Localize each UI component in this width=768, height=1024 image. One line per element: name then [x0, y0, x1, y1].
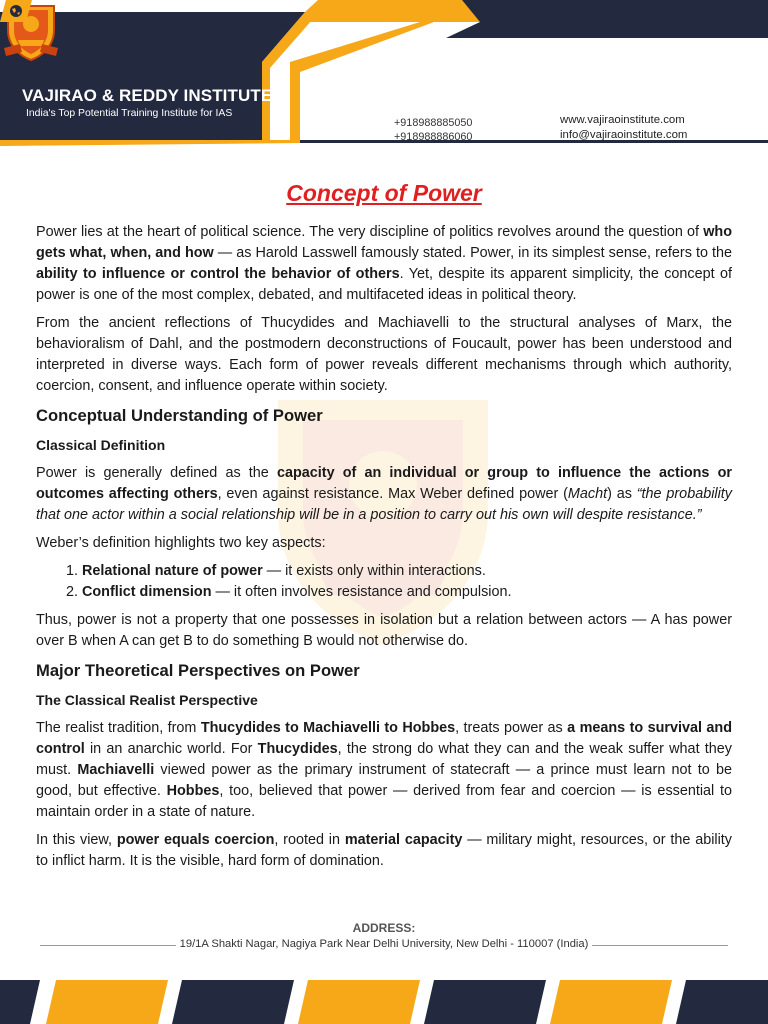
section-heading: Major Theoretical Perspectives on Power [36, 661, 360, 680]
weber-intro: Weber’s definition highlights two key aspects: [36, 535, 326, 551]
contact-web [560, 113, 687, 143]
address-label: ADDRESS: [352, 921, 416, 935]
intro-paragraph-1: Power lies at the heart of political science. The very discipline of politics revolves around the question of who gets what, when, and how — as Harold Lasswell famously stated. Power, in its simplest sense, refers to the ability to influence or control the behavior of others. Yet, despite its apparent simplicity, the concept of power is one of the most complex, debated, and multifaceted ideas in political theory. [36, 224, 733, 303]
subsection-heading: The Classical Realist Perspective [36, 692, 258, 708]
classical-definition-paragraph: Power is generally defined as the capacity of an individual or group to influence the actions or outcomes affecting others, even against resistance. Max Weber defined power (Macht) as “the probability that one actor within a social relationship will be in a position to carry out his own will despite resistance.” [36, 465, 732, 523]
phone-number-2[interactable]: +918988886060 [394, 131, 473, 143]
phone-numbers [394, 116, 472, 144]
document-body [36, 222, 732, 879]
globe-icon [0, 0, 32, 22]
page-header [0, 0, 768, 160]
phone-number-1[interactable]: +918988885050 [394, 117, 473, 129]
section-heading: Conceptual Understanding of Power [36, 406, 323, 425]
website-link[interactable]: www.vajiraoinstitute.com [560, 114, 685, 126]
realist-paragraph: The realist tradition, from Thucydides to Machiavelli to Hobbes, treats power as a means to survival and control in an anarchic world. For Thucydides, the strong do what they can and the weak suffer what they must. Machiavelli viewed power as the primary instrument of statecraft — a prince must learn not to be good, but effective. Hobbes, too, believed that power — derived from fear and coercion — is essential to maintain order in a state of nature. [36, 720, 732, 820]
relation-paragraph: Thus, power is not a property that one possesses in isolation but a relation between actors — A has power over B when A can get B to do something B would not otherwise do. [36, 612, 732, 649]
coercion-paragraph: In this view, power equals coercion, rooted in material capacity — military might, resources, or the ability to inflict harm. It is the visible, hard form of domination. [36, 832, 732, 869]
footer-decoration [0, 980, 768, 1024]
subsection-heading: Classical Definition [36, 437, 166, 453]
org-name: VAJIRAO & REDDY INSTITUTE [22, 86, 273, 105]
aspects-list [36, 561, 732, 603]
address-text: 19/1A Shakti Nagar, Nagiya Park Near Delhi University, New Delhi - 110007 (India) [0, 938, 768, 950]
page-title: Concept of Power [286, 180, 482, 206]
list-item: 1. Relational nature of power — it exists only within interactions. [82, 561, 732, 582]
list-item: 2. Conflict dimension — it often involves resistance and compulsion. [82, 582, 732, 603]
org-tagline: India's Top Potential Training Institute for IAS [26, 108, 233, 119]
email-link[interactable]: info@vajiraoinstitute.com [560, 129, 688, 141]
intro-paragraph-2: From the ancient reflections of Thucydides and Machiavelli to the structural analyses of Marx, the behavioralism of Dahl, and the postmodern deconstructions of Foucault, power has been understood and interpreted in diverse ways. Each form of power reveals different mechanisms through which authority, coercion, consent, and influence operate within society. [36, 315, 732, 394]
